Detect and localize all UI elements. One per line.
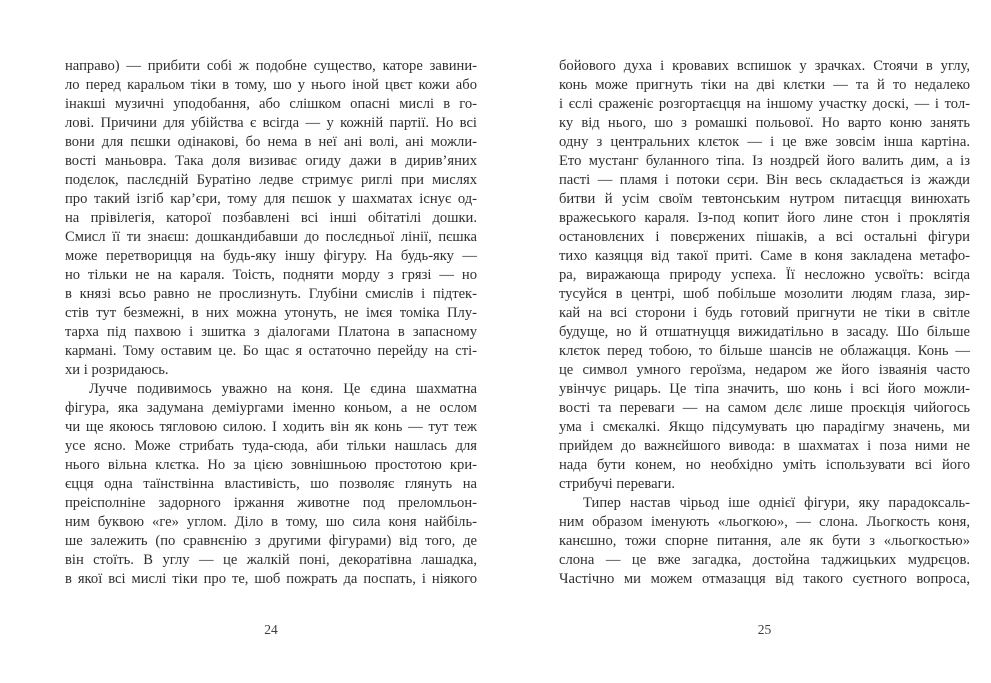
text-line: бойового духа і кровавих вспишок у зрачках. Стоячи в углу, — [559, 58, 970, 74]
text-line: ним буквою «ге» углом. Діло в тому, шо сила коня найбіль- — [65, 514, 477, 530]
text-line: інакші музичні уподобання, або слішком опасні мислі в го- — [65, 96, 477, 112]
text-line: хи і розридаюсь. — [65, 362, 169, 378]
text-line: вражеського караля. Із-под копит його лине стон і проклятія — [559, 210, 970, 226]
text-line: преісполніне задорного іржання животне под преломльон- — [65, 495, 477, 511]
text-line: прийдем до важнєйшого вивода: в шахматах і поза ними не — [559, 438, 970, 454]
text-line: фігура, яка задумана деміургами іменно коньом, а не ослом — [65, 400, 477, 416]
page-left-text — [65, 57, 477, 589]
text-line: тихо казяцця від такої приті. Саме в коня закладена метафо- — [559, 248, 970, 264]
text-line: битви й усім своїм тевтонським нутром питаєцця винюхать — [559, 191, 970, 207]
paragraph — [65, 380, 477, 589]
text-line: вості та переваги — на самом дєлє лише проєкція чийогось — [559, 400, 970, 416]
text-line: Лучче подивимось уважно на коня. Це єдина шахматна — [89, 381, 477, 397]
text-line: лові. Причини для убійства є всігда — у кожній партії. Но всі — [65, 115, 477, 131]
text-line: ума і смєкалкі. Якщо підсумувать цю парадігму значень, ми — [559, 419, 970, 435]
text-line: одну з центральних клєток — і це вже зовсім інша картіна. — [559, 134, 970, 150]
text-line: Частічно ми можем отмазацця від такого суєтного вопроса, — [559, 571, 970, 587]
text-line: вони для пєшки одінакові, бо нема в неї ані волі, ані можли- — [65, 134, 477, 150]
text-line: єцця одна таїнствінна властивість, шо позволяє глянуть на — [65, 476, 477, 492]
paragraph — [559, 494, 970, 589]
text-line: кай на всі сторони і будь готовий пригнути не тіки в світле — [559, 305, 970, 321]
text-line: Ето мустанг буланного тіпа. Із ноздрєй його валить дим, а із — [559, 153, 970, 169]
text-line: стрибучі переваги. — [559, 476, 676, 492]
text-line: може перетворицця на будь-яку іншу фігуру. На будь-яку — — [65, 248, 477, 264]
text-line: він стоїть. В углу — це жалкій поні, декоратівна лашадка, — [65, 552, 477, 568]
text-line: нада бути конем, но необхідно уміть іспользувати всі його — [559, 457, 970, 473]
text-line: канєшно, тожи спорне питання, але як бути з «льогкостью» — [559, 533, 970, 549]
text-line: ше залежить (по сравнєнію з другими фігурами) від того, де — [65, 533, 477, 549]
text-line: і єслі сраженіє розгортаєцця на іншому участку доскі, — і тол- — [559, 96, 970, 112]
text-line: клєток перед тобою, то більше шансів не облажацця. Конь — — [559, 343, 970, 359]
text-line: ку від нього, шо з ромашкі польової. Но варто коню занять — [559, 115, 970, 131]
text-line: Смисл її ти знаєш: дошкандибавши до послєдньої лінії, пєшка — [65, 229, 477, 245]
text-line: вості маньовра. Така доля визиває огиду дажи в дирив’яних — [65, 153, 477, 169]
paragraph — [559, 57, 970, 494]
text-line: ним образом іменують «льогкою», — слона. Льогкость коня, — [559, 514, 970, 530]
text-line: нього вільна клєтка. Но за цією зовнішньою простотою кри- — [65, 457, 477, 473]
text-line: про такий ізгіб кар’єри, тому для пєшок у шахматах існує од- — [65, 191, 477, 207]
page-left — [65, 57, 477, 657]
text-line: но тільки не на караля. Тоість, подняти морду з грязі — но — [65, 267, 477, 283]
text-line: направо) — прибити собі ж подобне существо, каторе завини- — [65, 58, 477, 74]
text-line: Типер настав чірьод іше однієї фігури, яку парадоксаль- — [583, 495, 970, 511]
text-line: усе ясно. Може стрибать туда-сюда, аби тільки нашлась для — [65, 438, 477, 454]
paragraph — [65, 57, 477, 380]
text-line: конь може пригнуть тіки на дві клєтки — та й то недалеко — [559, 77, 970, 93]
text-line: це символ умного героїзма, недаром же його ізваянія часто — [559, 362, 970, 378]
page-number-right: 25 — [757, 622, 772, 637]
page-right-text — [559, 57, 970, 589]
page-right — [559, 57, 970, 657]
text-line: кармані. Тому оставим це. Бо щас я остаточно перейду на сті- — [65, 343, 477, 359]
text-line: пасті — пламя і потоки сєри. Він весь складається із жажди — [559, 172, 970, 188]
text-line: на прівілегія, каторої позбавлені всі інші обітатілі дошки. — [65, 210, 477, 226]
text-line: слона — це вже загадка, достойна таджицьких мудрєцов. — [559, 552, 970, 568]
text-line: тусуйся в центрі, шоб побільше мозолити людям глаза, зир- — [559, 286, 970, 302]
text-line: ло перед каральом тіки в тому, шо у нього іной цвєт кожи або — [65, 77, 477, 93]
text-line: чи ще якоюсь тягловою силою. І ходить він як конь — тут теж — [65, 419, 477, 435]
text-line: остановлєних і повєржених пішаків, а всі остальні фігури — [559, 229, 970, 245]
text-line: стів тут безмежні, в них можна утонуть, не імєя томіка Плу- — [65, 305, 477, 321]
text-line: будуще, но й отшатнуцця вижидатільно в засаду. Шо більше — [559, 324, 970, 340]
page-number-left: 24 — [264, 622, 278, 637]
text-line: подєлок, паслєдній Буратіно ледве стримує риглі при мислях — [65, 172, 477, 188]
text-line: ра, виражающа природу успеха. Її несложно усвоїть: всігда — [559, 267, 970, 283]
text-line: тарха під пахвою і зшитка з діалогами Платона в запасному — [65, 324, 477, 340]
text-line: увінчує рицарь. Це тіпа значить, шо конь і всі його можли- — [559, 381, 970, 397]
text-line: в князі всьо равно не прослизнуть. Глубіни смислів і підтек- — [65, 286, 477, 302]
text-line: в якої всі мислі тіки про те, шоб пожрать да поспать, і ніякого — [65, 571, 477, 587]
